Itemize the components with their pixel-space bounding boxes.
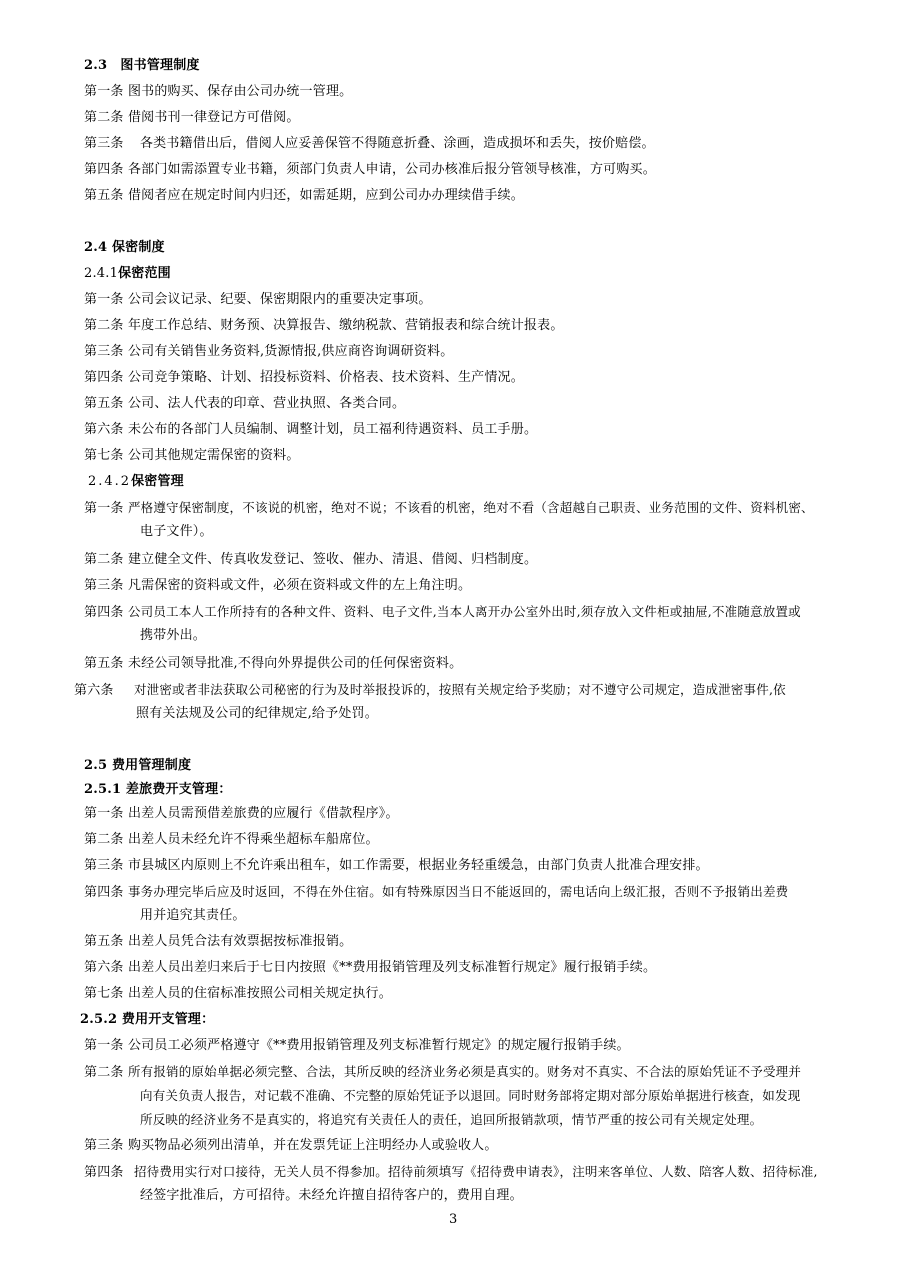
subsection-heading-2-5-1: 2.5.1 差旅费开支管理： <box>84 782 232 797</box>
subsection-number: 2.4.1 <box>84 266 119 281</box>
article-text: 公司竞争策略、计划、招投标资料、价格表、技术资料、生产情况。 <box>127 370 524 385</box>
article-label: 第六条 <box>74 683 114 698</box>
article-2-5-1-3 <box>84 858 709 874</box>
article-text: 出差人员凭合法有效票据按标准报销。 <box>127 934 353 949</box>
article-label: 第一条 <box>84 1038 124 1053</box>
article-label: 第五条 <box>84 396 124 411</box>
section-heading-2-3: 2.3 图书管理制度 <box>84 58 200 73</box>
article-text: 出差人员未经允许不得乘坐超标车船席位。 <box>127 832 379 847</box>
article-2-5-1-1 <box>84 806 399 822</box>
article-2-3-1 <box>84 84 352 100</box>
article-label: 第二条 <box>84 318 124 333</box>
article-label: 第五条 <box>84 188 124 203</box>
article-text: 出差人员出差归来后于七日内按照《**费用报销管理及列支标准暂行规定》履行报销手续。 <box>127 960 657 975</box>
article-text: 出差人员的住宿标准按照公司相关规定执行。 <box>127 986 392 1001</box>
article-text: 未经公司领导批准,不得向外界提供公司的任何保密资料。 <box>127 656 463 671</box>
article-text: 出差人员需预借差旅费的应履行《借款程序》。 <box>127 806 399 821</box>
article-label: 第四条 <box>84 162 124 177</box>
article-label: 第四条 <box>84 370 124 385</box>
article-text: 所有报销的原始单据必须完整、合法，其所反映的经济业务必须是真实的。财务对不真实、不合法的原始凭证不予受理并 <box>127 1064 802 1079</box>
article-label: 第五条 <box>84 934 124 949</box>
article-text: 公司员工本人工作所持有的各种文件、资料、电子文件,当本人离开办公室外出时,须存放入文件柜或抽屉,不准随意放置或 <box>127 604 801 619</box>
article-label: 第二条 <box>84 832 124 847</box>
article-2-3-5 <box>84 188 524 204</box>
article-2-4-1-2 <box>84 318 564 334</box>
article-label: 第三条 <box>84 1138 124 1153</box>
article-2-4-2-6 <box>74 682 786 699</box>
article-2-4-1-4 <box>84 370 524 386</box>
article-label: 第一条 <box>84 501 124 516</box>
article-text: 借阅者应在规定时间内归还，如需延期，应到公司办办理续借手续。 <box>127 188 524 203</box>
subsection-title: 保密范围 <box>118 266 171 281</box>
article-text: 招待费用实行对口接待，无关人员不得参加。招待前须填写《招待费申请表》，注明来客单位、人数、陪客人数、招待标准, <box>133 1164 818 1179</box>
article-2-4-2-4 <box>84 604 801 621</box>
article-text: 各类书籍借出后，借阅人应妥善保管不得随意折叠、涂画，造成损坏和丢失，按价赔偿。 <box>139 136 655 151</box>
section-heading-2-5: 2.5 费用管理制度 <box>84 758 192 773</box>
article-2-5-2-2-cont2: 所反映的经济业务不是真实的，将追究有关责任人的责任，追回所报销款项，情节严重的按公司有关规定处理。 <box>140 1112 763 1127</box>
article-label: 第一条 <box>84 292 124 307</box>
article-text: 对泄密或者非法获取公司秘密的行为及时举报投诉的，按照有关规定给予奖励；对不遵守公司规定，造成泄密事件,依 <box>133 682 786 697</box>
article-text: 公司有关销售业务资料,货源情报,供应商咨询调研资料。 <box>127 344 454 359</box>
article-label: 第七条 <box>84 986 124 1001</box>
article-label: 第七条 <box>84 448 124 463</box>
article-2-5-2-4 <box>84 1164 818 1181</box>
article-2-5-2-4-cont: 经签字批准后，方可招待。未经允许擅自招待客户的，费用自理。 <box>140 1188 523 1203</box>
article-2-4-2-1-cont: 电子文件）。 <box>140 524 213 539</box>
article-2-5-2-2 <box>84 1064 801 1081</box>
subsection-heading-2-4-1 <box>84 266 171 282</box>
article-text: 购买物品必须列出清单，并在发票凭证上注明经办人或验收人。 <box>127 1138 498 1153</box>
article-text: 事务办理完毕后应及时返回，不得在外住宿。如有特殊原因当日不能返回的，需电话向上级汇报，否则不予报销出差费 <box>127 884 789 899</box>
article-2-4-1-5 <box>84 396 405 412</box>
article-2-4-2-3 <box>84 578 471 594</box>
article-2-4-2-2 <box>84 552 537 568</box>
article-2-4-1-1 <box>84 292 432 308</box>
section-heading-2-4: 2.4 保密制度 <box>84 240 165 255</box>
article-label: 第四条 <box>84 605 124 620</box>
article-label: 第六条 <box>84 960 124 975</box>
article-2-5-1-6 <box>84 960 656 976</box>
article-label: 第一条 <box>84 84 124 99</box>
article-2-5-1-4-cont: 用并追究其责任。 <box>140 908 246 923</box>
subsection-heading-2-4-2 <box>88 474 184 490</box>
article-text: 各部门如需添置专业书籍，须部门负责人申请，公司办核准后报分管领导核准，方可购买。 <box>127 162 656 177</box>
article-2-5-1-7 <box>84 986 392 1002</box>
article-2-5-1-5 <box>84 934 352 950</box>
article-2-4-2-6-cont: 照有关法规及公司的纪律规定,给予处罚。 <box>136 706 378 721</box>
article-2-5-1-2 <box>84 832 379 848</box>
article-text: 年度工作总结、财务预、决算报告、缴纳税款、营销报表和综合统计报表。 <box>127 318 564 333</box>
article-label: 第四条 <box>84 1165 124 1180</box>
article-label: 第二条 <box>84 110 124 125</box>
article-2-4-2-4-cont: 携带外出。 <box>140 628 207 643</box>
article-text: 未公布的各部门人员编制、调整计划，员工福利待遇资料、员工手册。 <box>127 422 538 437</box>
article-text: 市县城区内原则上不允许乘出租车，如工作需要，根据业务轻重缓急，由部门负责人批准合理安排。 <box>127 858 709 873</box>
article-2-5-2-3 <box>84 1138 498 1154</box>
article-label: 第四条 <box>84 885 124 900</box>
subsection-number: 2.4.2 <box>88 474 132 489</box>
article-2-4-2-5 <box>84 656 462 672</box>
article-2-5-2-2-cont1: 向有关负责人报告，对记载不准确、不完整的原始凭证予以退回。同时财务部将定期对部分原始单据进行核查，如发现 <box>140 1088 801 1103</box>
page-number: 3 <box>449 1212 458 1227</box>
article-label: 第三条 <box>84 136 124 151</box>
article-2-3-4 <box>84 162 656 178</box>
article-2-5-2-1 <box>84 1038 630 1054</box>
article-2-5-1-4 <box>84 884 788 901</box>
article-text: 借阅书刊一律登记方可借阅。 <box>127 110 300 125</box>
article-label: 第二条 <box>84 1065 124 1080</box>
article-label: 第三条 <box>84 578 124 593</box>
article-text: 严格遵守保密制度，不该说的机密，绝对不说；不该看的机密，绝对不看（含超越自己职责、业务范围的文件、资料机密、 <box>127 500 814 515</box>
article-text: 公司其他规定需保密的资料。 <box>127 448 300 463</box>
article-text: 公司员工必须严格遵守《**费用报销管理及列支标准暂行规定》的规定履行报销手续。 <box>127 1038 630 1053</box>
article-label: 第二条 <box>84 552 124 567</box>
article-2-4-2-1 <box>84 500 814 517</box>
article-2-4-1-6 <box>84 422 537 438</box>
article-label: 第三条 <box>84 858 124 873</box>
article-2-3-2 <box>84 110 300 126</box>
article-2-3-3 <box>84 136 655 152</box>
subsection-title: 保密管理 <box>131 474 184 489</box>
article-label: 第五条 <box>84 656 124 671</box>
article-text: 建立健全文件、传真收发登记、签收、催办、清退、借阅、归档制度。 <box>127 552 538 567</box>
article-text: 凡需保密的资料或文件，必须在资料或文件的左上角注明。 <box>127 578 472 593</box>
article-text: 公司、法人代表的印章、营业执照、各类合同。 <box>127 396 406 411</box>
article-text: 公司会议记录、纪要、保密期限内的重要决定事项。 <box>127 292 432 307</box>
subsection-heading-2-5-2: 2.5.2 费用开支管理： <box>80 1012 215 1027</box>
article-label: 第三条 <box>84 344 124 359</box>
article-label: 第一条 <box>84 806 124 821</box>
article-2-4-1-7 <box>84 448 300 464</box>
article-label: 第六条 <box>84 422 124 437</box>
article-text: 图书的购买、保存由公司办统一管理。 <box>127 84 353 99</box>
article-2-4-1-3 <box>84 344 453 360</box>
